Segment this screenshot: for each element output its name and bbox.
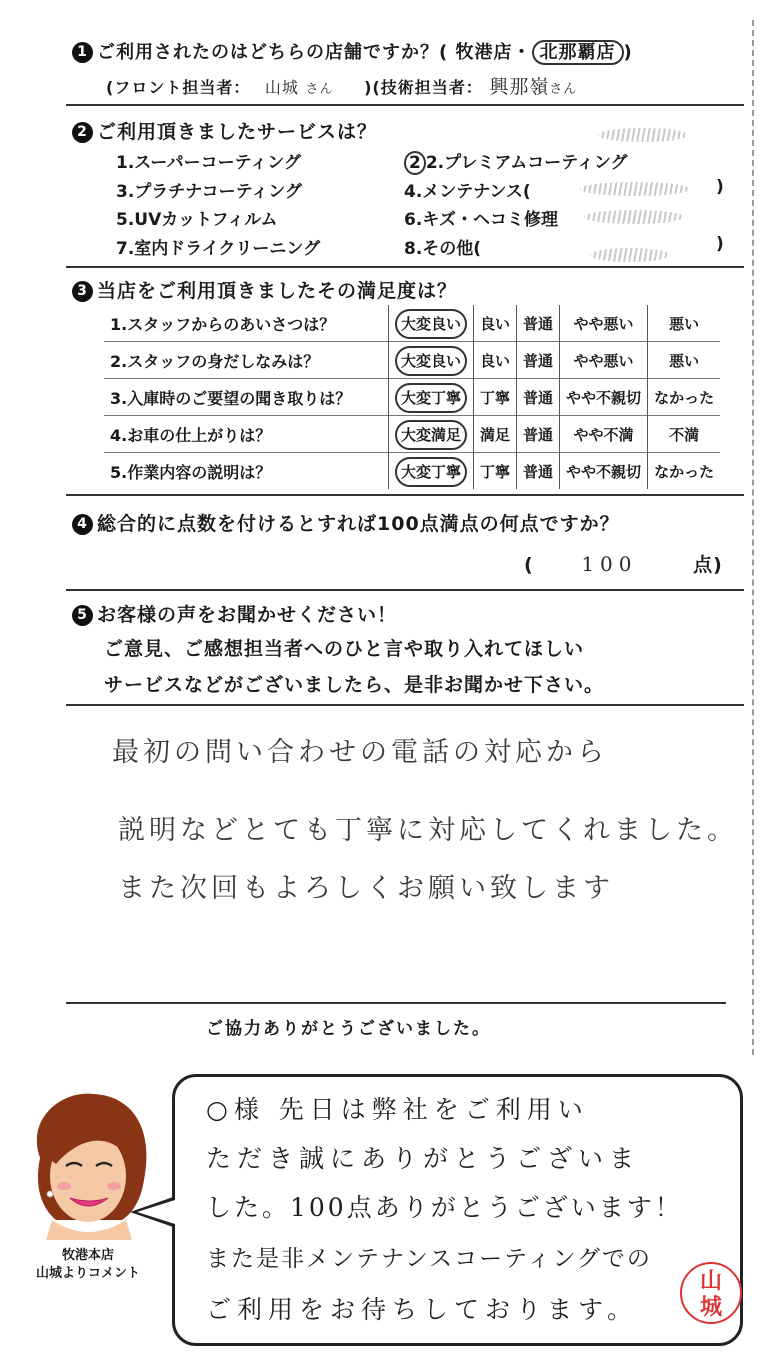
postmark-smudge xyxy=(590,248,670,262)
question-2-title: 2 ご利用頂きましたサービスは？ xyxy=(72,117,377,144)
selected-rating: 大変丁寧 xyxy=(395,383,467,413)
question-5-line: ご意見、ご感想担当者へのひと言や取り入れてほしい xyxy=(104,638,585,660)
service-item: 6.キズ・ヘコミ修理 xyxy=(404,210,558,230)
selected-store: 北那覇店 xyxy=(532,40,624,65)
number-badge-4: 4 xyxy=(72,514,93,535)
table-row: 3.入庫時のご要望の聞き取りは？ 大変丁寧 丁寧 普通 やや不親切 なかった xyxy=(104,379,720,416)
table-row: 2.スタッフの身だしなみは？ 大変良い 良い 普通 やや悪い 悪い xyxy=(104,342,720,379)
staff-store: 牧港本店 xyxy=(61,1248,114,1263)
card-edge xyxy=(752,20,754,1055)
comment-line: した。100点ありがとうございます！ xyxy=(206,1193,683,1222)
table-row: 4.お車の仕上がりは？ 大変満足 満足 普通 やや不満 不満 xyxy=(104,416,720,453)
question-4-title: 4 総合的に点数を付けるとすれば100点満点の何点ですか？ xyxy=(72,509,620,536)
postmark-smudge xyxy=(580,182,690,196)
service-item-selected: 2 2.プレミアムコーティング xyxy=(404,148,628,173)
customer-voice-line: 最初の問い合わせの電話の対応から xyxy=(112,737,608,768)
question-3-title: 3 当店をご利用頂きましたその満足度は？ xyxy=(72,276,457,303)
customer-voice-line: 説明などとても丁寧に対応してくれました。 xyxy=(118,815,738,846)
number-badge-5: 5 xyxy=(72,605,93,626)
tech-staff-name: 興那嶺 xyxy=(489,76,550,98)
service-item: 4.メンテナンス( ) xyxy=(404,177,724,202)
divider xyxy=(66,704,744,706)
postmark-smudge xyxy=(598,128,688,142)
selected-rating: 大変良い xyxy=(395,309,467,339)
number-badge-1: 1 xyxy=(72,42,93,63)
table-row: 5.作業内容の説明は？ 大変丁寧 丁寧 普通 やや不親切 なかった xyxy=(104,453,720,490)
question-1-title: 1 ご利用されたのはどちらの店舗ですか？( 牧港店・ 北那覇店 ) xyxy=(72,38,633,64)
front-staff-name: 山城 xyxy=(264,78,299,97)
service-item: 7.室内ドライクリーニング xyxy=(116,239,321,259)
number-badge-2: 2 xyxy=(72,122,93,143)
name-seal-stamp: 山城 xyxy=(680,1262,742,1324)
score-value: 100 xyxy=(581,552,638,576)
comment-line: また是非メンテナンスコーティングでの xyxy=(206,1246,652,1272)
comment-line: ご利用をお待ちしております。 xyxy=(206,1295,639,1324)
divider xyxy=(66,494,744,496)
service-item: 3.プラチナコーティング xyxy=(116,182,302,202)
comment-line: ○様 先日は弊社をご利用い xyxy=(206,1095,589,1124)
score-answer: ( 100 点) xyxy=(524,552,723,576)
question-5-title: 5 お客様の声をお聞かせください！ xyxy=(72,600,397,627)
staff-line: (フロント担当者： 山城 さん )(技術担当者： 興那嶺さん xyxy=(106,76,578,98)
satisfaction-table xyxy=(104,305,720,489)
customer-voice-line: また次回もよろしくお願い致します xyxy=(118,873,614,904)
selected-rating: 大変満足 xyxy=(395,420,467,450)
number-badge-3: 3 xyxy=(72,281,93,302)
table-row: 1.スタッフからのあいさつは？ 大変良い 良い 普通 やや悪い 悪い xyxy=(104,305,720,342)
service-item: 8.その他( ) xyxy=(404,234,724,259)
question-5-line: サービスなどがございましたら、是非お聞かせ下さい。 xyxy=(104,674,605,696)
comment-line: ただき誠にありがとうございま xyxy=(206,1144,641,1173)
selected-rating: 大変丁寧 xyxy=(395,457,467,487)
divider xyxy=(66,589,744,591)
service-item: 1.スーパーコーティング xyxy=(116,153,301,173)
staff-name: 山城よりコメント xyxy=(35,1266,140,1281)
divider xyxy=(66,104,744,106)
service-item: 5.UVカットフィルム xyxy=(116,210,278,230)
selected-rating: 大変良い xyxy=(395,346,467,376)
closing-thanks: ご協力ありがとうございました。 xyxy=(206,1019,491,1039)
postmark-smudge xyxy=(584,210,684,224)
divider xyxy=(66,266,744,268)
divider xyxy=(66,1002,726,1004)
